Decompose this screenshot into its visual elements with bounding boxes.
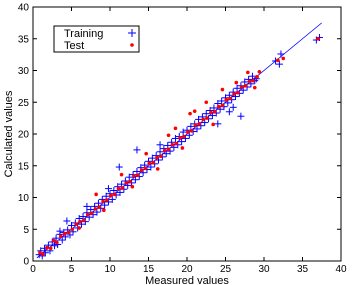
test-point bbox=[70, 227, 74, 231]
test-point bbox=[78, 220, 82, 224]
test-point bbox=[174, 126, 178, 130]
test-point bbox=[144, 152, 148, 156]
y-tick-label: 30 bbox=[17, 66, 29, 77]
test-point bbox=[194, 123, 198, 127]
test-point bbox=[221, 104, 225, 108]
test-point bbox=[124, 181, 128, 185]
test-point bbox=[144, 166, 148, 170]
y-tick-label: 35 bbox=[17, 34, 29, 46]
test-point bbox=[255, 75, 259, 79]
test-point bbox=[90, 212, 94, 216]
y-tick-label: 5 bbox=[23, 224, 29, 236]
test-point bbox=[131, 185, 135, 189]
test-point bbox=[211, 123, 215, 127]
x-tick-label: 0 bbox=[30, 264, 36, 275]
test-point bbox=[251, 79, 255, 83]
test-point bbox=[198, 122, 202, 126]
test-point bbox=[281, 57, 285, 61]
test-point bbox=[167, 147, 171, 151]
test-point bbox=[174, 142, 178, 146]
x-tick-label: 30 bbox=[258, 264, 270, 275]
test-point bbox=[41, 252, 45, 256]
x-tick-label: 35 bbox=[296, 264, 309, 275]
test-point bbox=[244, 84, 248, 88]
test-point bbox=[132, 174, 136, 178]
test-point bbox=[94, 207, 98, 211]
test-point bbox=[67, 231, 71, 235]
test-point bbox=[186, 130, 190, 134]
test-point bbox=[155, 156, 159, 160]
test-point bbox=[151, 161, 155, 165]
test-point bbox=[228, 97, 232, 101]
test-point bbox=[246, 71, 250, 75]
test-point bbox=[258, 70, 262, 74]
test-point bbox=[163, 149, 167, 153]
test-point bbox=[136, 173, 140, 177]
x-tick-label: 20 bbox=[181, 264, 193, 275]
x-axis-label: Measured values bbox=[145, 275, 229, 285]
test-point bbox=[128, 180, 132, 184]
test-point bbox=[63, 232, 67, 236]
test-point bbox=[105, 198, 109, 202]
test-point bbox=[205, 116, 209, 120]
test-point bbox=[38, 251, 42, 255]
test-point bbox=[232, 92, 236, 96]
test-point bbox=[221, 88, 225, 92]
x-tick-label: 5 bbox=[68, 264, 75, 275]
test-point bbox=[101, 200, 105, 204]
y-tick-label: 15 bbox=[17, 161, 29, 173]
test-point bbox=[209, 111, 213, 115]
test-point bbox=[102, 208, 106, 212]
test-point bbox=[49, 247, 53, 251]
test-point bbox=[236, 91, 240, 95]
test-point bbox=[188, 112, 192, 116]
y-axis-label: Calculated values bbox=[3, 90, 15, 178]
test-point bbox=[167, 133, 171, 137]
test-point bbox=[156, 167, 160, 171]
x-tick-label: 25 bbox=[219, 264, 232, 275]
test-point bbox=[248, 79, 252, 83]
test-point bbox=[217, 105, 221, 109]
test-point bbox=[224, 98, 228, 102]
test-point bbox=[276, 59, 280, 63]
test-point bbox=[240, 85, 244, 89]
test-point bbox=[201, 118, 205, 122]
test-point bbox=[147, 161, 151, 165]
test-point bbox=[77, 226, 81, 230]
x-tick-label: 10 bbox=[104, 264, 116, 275]
test-point bbox=[117, 187, 121, 191]
y-tick-label: 25 bbox=[17, 97, 29, 109]
test-point bbox=[181, 146, 185, 150]
test-point bbox=[113, 193, 117, 197]
y-tick-label: 0 bbox=[23, 256, 29, 268]
test-point bbox=[59, 234, 63, 238]
legend-marker-test bbox=[130, 43, 134, 47]
test-point bbox=[159, 154, 163, 158]
test-point bbox=[120, 173, 124, 177]
test-point bbox=[316, 37, 320, 41]
test-point bbox=[52, 239, 56, 243]
test-point bbox=[182, 135, 186, 139]
test-point bbox=[82, 219, 86, 223]
test-point bbox=[86, 213, 90, 217]
legend-label-test: Test bbox=[64, 40, 85, 52]
test-point bbox=[171, 143, 175, 147]
test-point bbox=[204, 100, 208, 104]
test-point bbox=[94, 193, 98, 197]
test-point bbox=[178, 136, 182, 140]
y-tick-label: 40 bbox=[17, 2, 29, 14]
test-point bbox=[74, 222, 78, 226]
test-point bbox=[234, 81, 238, 85]
test-point bbox=[109, 194, 113, 198]
legend-label-training: Training bbox=[64, 28, 104, 40]
test-point bbox=[190, 129, 194, 133]
legend bbox=[54, 26, 139, 52]
x-tick-label: 40 bbox=[335, 264, 347, 275]
test-point bbox=[97, 205, 101, 209]
x-tick-label: 15 bbox=[142, 264, 155, 275]
y-tick-label: 10 bbox=[17, 193, 29, 204]
test-point bbox=[140, 168, 144, 172]
test-point bbox=[45, 246, 49, 250]
test-point bbox=[253, 86, 257, 90]
test-point bbox=[55, 241, 59, 245]
test-point bbox=[121, 186, 125, 190]
test-point bbox=[213, 110, 217, 114]
y-tick-label: 20 bbox=[17, 129, 29, 141]
test-point bbox=[193, 109, 197, 113]
